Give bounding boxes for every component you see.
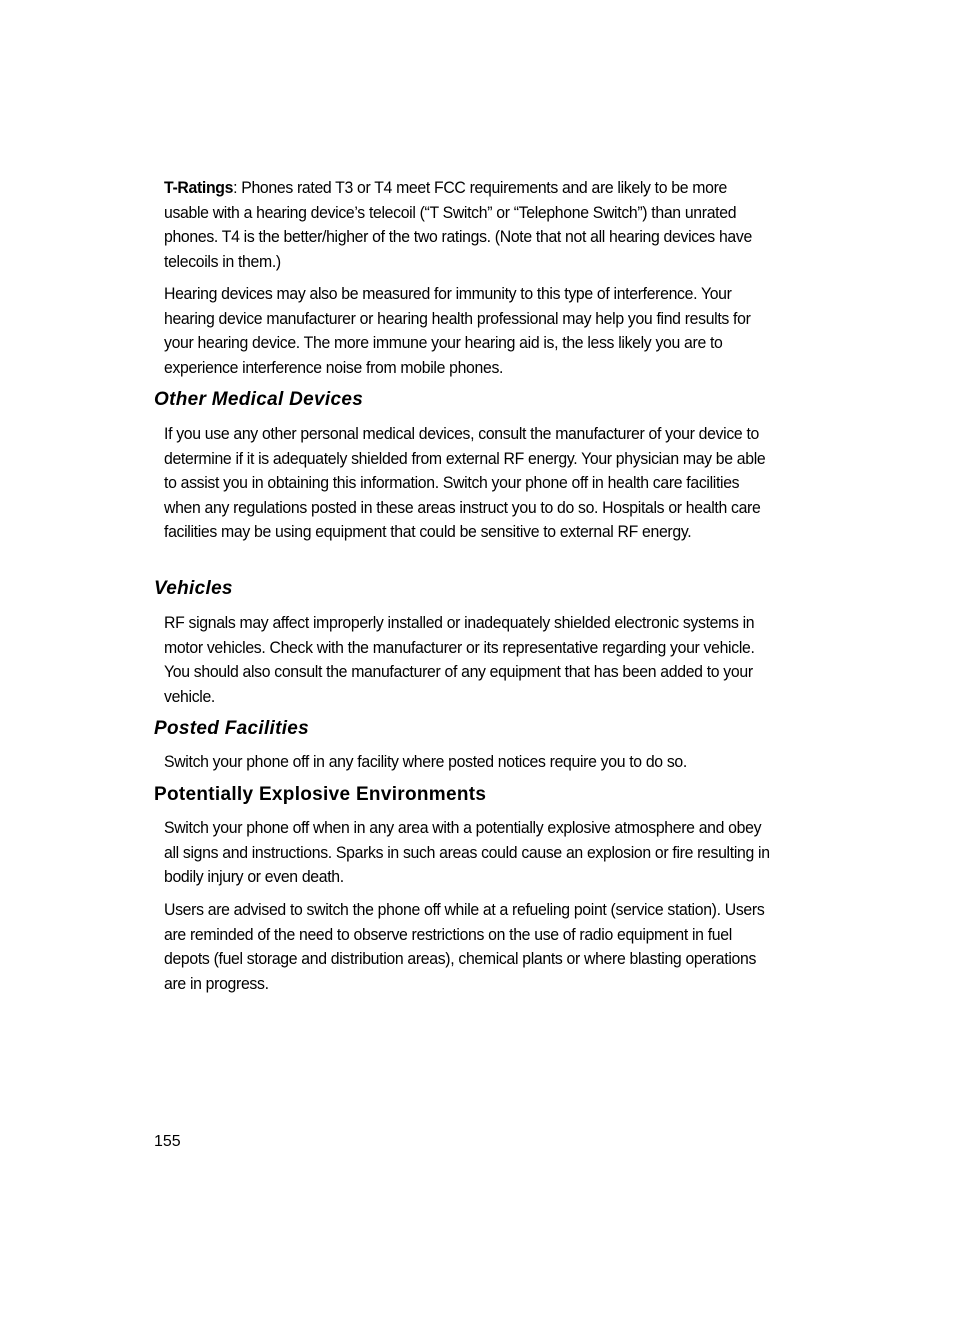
posted-facilities-paragraph: Switch your phone off in any facility where posted notices require you to do so. [164,752,687,771]
explosive-environments-heading: Potentially Explosive Environments [154,784,487,805]
vehicles-paragraph: RF signals may affect improperly installed or inadequately shielded electronic systems in motor vehicles. Check with the manufacturer or its representative regarding your vehicle. You should also consult the manufacturer of any equipment that has been added to your vehicle. [164,613,755,706]
explosive-environments-paragraph-1: Switch your phone off when in any area with a potentially explosive atmosphere and obey all signs and instructions. Sparks in such areas could cause an explosion or fire resulting in bodily injury or even death. [164,818,770,887]
t-ratings-paragraph [164,176,770,274]
t-ratings-separator: : [233,178,242,197]
posted-facilities-heading: Posted Facilities [154,718,310,739]
explosive-environments-paragraph-2: Users are advised to switch the phone off while at a refueling point (service station). Users are reminded of the need to observe restrictions on the use of radio equipment in fuel depots (fuel storage and distribution areas), chemical plants or where blasting operations are in progress. [164,900,765,993]
page-number: 155 [154,1133,181,1150]
vehicles-heading: Vehicles [154,578,233,599]
immunity-paragraph: Hearing devices may also be measured for immunity to this type of interference. Your hearing device manufacturer or hearing health professional may help you find results for your hearing device. The more immune your hearing aid is, the less likely you are to experience interference noise from mobile phones. [164,284,751,377]
t-ratings-text: Phones rated T3 or T4 meet FCC requirements and are likely to be more usable with a hearing device’s telecoil (“T Switch” or “Telephone Switch”) than unrated phones. T4 is the better/higher of the two ratings. (Note that not all hearing devices have telecoils in them.) [164,178,752,271]
other-medical-devices-paragraph: If you use any other personal medical devices, consult the manufacturer of your device to determine if it is adequately shielded from external RF energy. Your physician may be able to assist you in obtaining this information. Switch your phone off in health care facilities when any regulations posted in these areas instruct you to do so. Hospitals or health care facilities may be using equipment that could be sensitive to external RF energy. [164,424,766,542]
t-ratings-term: T-Ratings [164,178,234,197]
other-medical-devices-heading: Other Medical Devices [154,389,364,410]
